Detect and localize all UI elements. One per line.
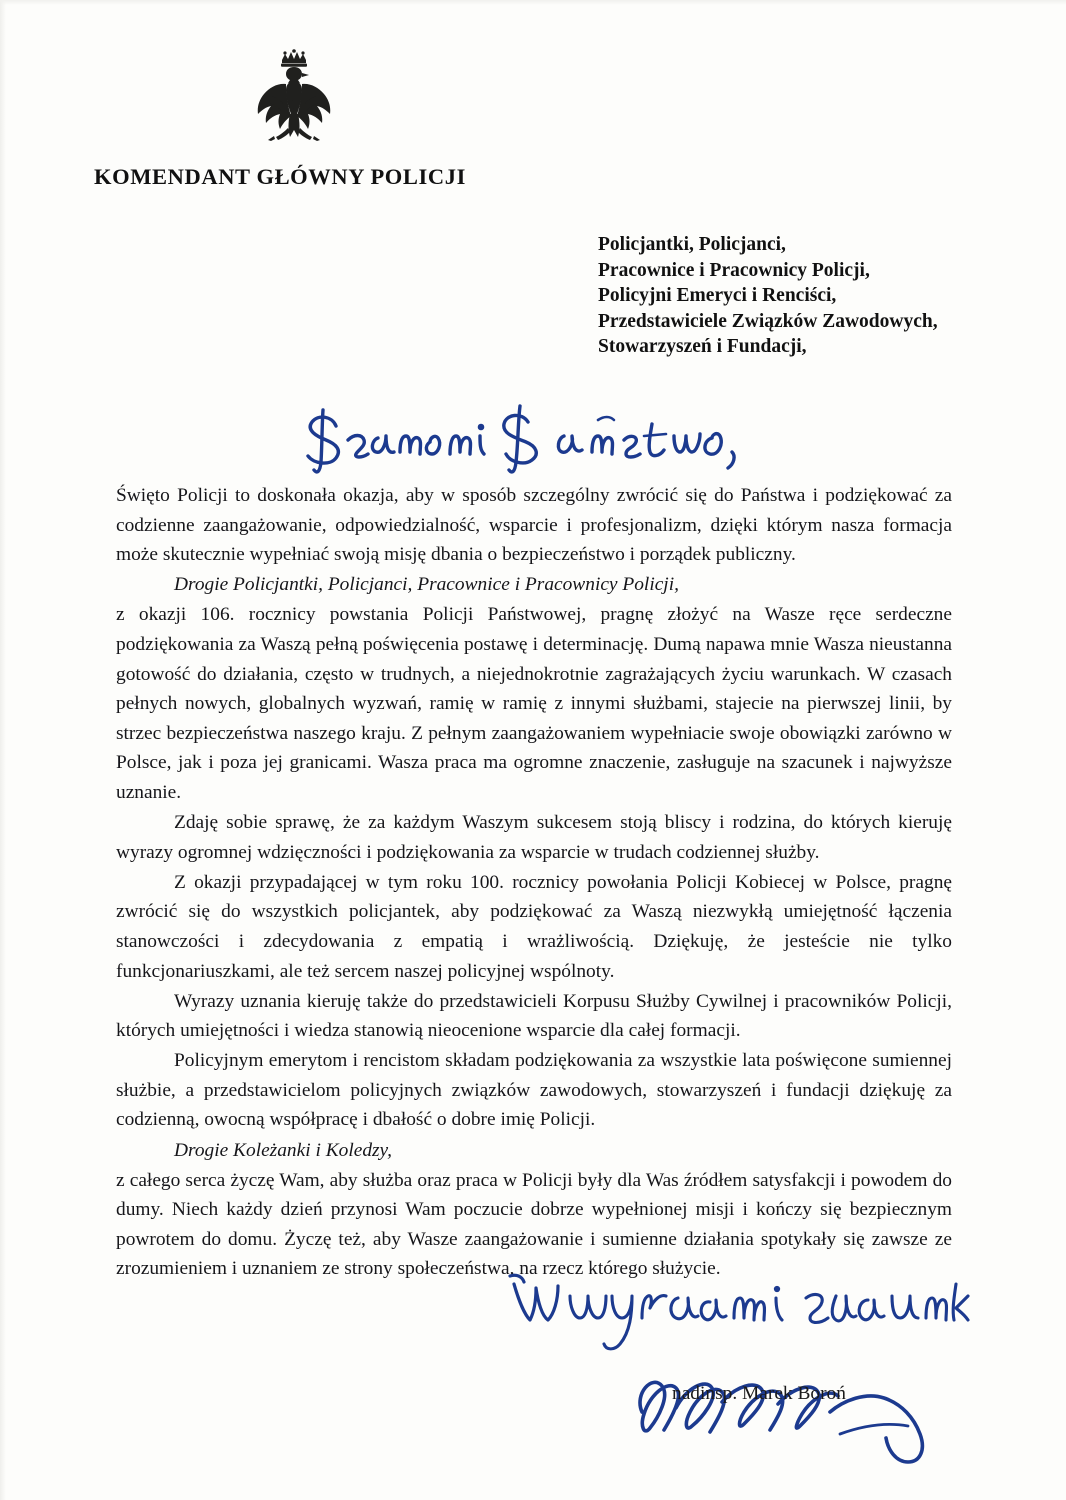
addressee-line-3: Policyjni Emeryci i Renciści,: [598, 285, 837, 306]
signature-name: nadinsp. Marek Boroń: [672, 1383, 846, 1404]
paragraph-9: z całego serca życzę Wam, aby służba oraz praca w Policji były dla Was źródłem satysfakcji i powodem do dumy. Niech każdy dzień przynosi Wam poczucie dobrze wypełnionej misji i kończy się bezpiecznym powrotem do domu. Życzę też, aby Wasze zaangażowanie i sumienne działania spotykały się zawsze ze zrozumieniem i uznaniem ze strony społeczeństwa, na rzecz którego służycie.: [116, 1169, 952, 1280]
paragraph-2-italic: Drogie Policjantki, Policjanci, Pracownice i Pracownicy Policji,: [174, 574, 679, 596]
polish-eagle-emblem-icon: [248, 44, 340, 150]
paragraph-6: Wyrazy uznania kieruję także do przedstawicieli Korpusu Służby Cywilnej i pracowników Policji, których umiejętności i wiedza stanowią nieocenione wsparcie dla całej formacji.: [116, 990, 952, 1042]
handwritten-salutation: [292, 396, 762, 480]
paragraph-7: Policyjnym emerytom i rencistom składam podziękowania za wszystkie lata poświęcone sumiennej służbie, a przedstawicielom policyjnych związków zawodowych, stowarzyszeń i fundacji dziękuję za codzienną, owocną współpracę i dbałość o dobre imię Policji.: [116, 1050, 952, 1131]
page-title: KOMENDANT GŁÓWNY POLICJI: [94, 164, 466, 189]
scan-edge-top: [0, 0, 1066, 5]
addressee-block: [598, 232, 938, 360]
paragraph-8-italic: Drogie Koleżanki i Koledzy,: [174, 1139, 392, 1161]
addressee-line-4: Przedstawiciele Związków Zawodowych,: [598, 310, 938, 332]
letter-body: [116, 481, 952, 1285]
scan-edge-left: [0, 0, 6, 1500]
handwritten-signature-block: [500, 1262, 970, 1472]
addressee-line-2: Pracownice i Pracownicy Policji,: [598, 259, 870, 281]
addressee-line-5: Stowarzyszeń i Fundacji,: [598, 336, 807, 357]
paragraph-4: Zdaję sobie sprawę, że za każdym Waszym sukcesem stoją bliscy i rodzina, do których kieruję wyrazy ogromnej wdzięczności i podziękowania za wsparcie w trudach codziennej służby.: [116, 812, 952, 863]
paragraph-1: Święto Policji to doskonała okazja, aby w sposób szczególny zwrócić się do Państwa i podziękować za codzienne zaangażowanie, odpowiedzialność, wsparcie i profesjonalizm, dzięki którym nasza formacja może skutecznie wypełniać swoją misję dbania o bezpieczeństwo i porządek publiczny.: [116, 485, 952, 566]
paragraph-3: z okazji 106. rocznicy powstania Policji Państwowej, pragnę złożyć na Wasze ręce serdeczne podziękowania za Waszą pełną poświęcenia postawę i determinację. Dumą napawa mnie Wasza nieustanna gotowość do działania, często w trudnych, a niejednokrotnie zagrażających życiu warunkach. W czasach pełnych nowych, globalnych wyzwań, ramię w ramię z innymi służbami, stajecie na pierwszej linii, by strzec bezpieczeństwa naszego kraju. Z pełnym zaangażowaniem wypełniacie swoje obowiązki zarówno w Polsce, jak i poza jej granicami. Wasza praca ma ogromne znaczenie, zasługuje na szacunek i najwyższe uznanie.: [116, 604, 952, 803]
paragraph-5: Z okazji przypadającej w tym roku 100. rocznicy powołania Policji Kobiecej w Polsce, pragnę zwrócić się do wszystkich policjantek, aby podziękować za Waszą niezwykłą umiejętność łączenia stanowczości i zdecydowania z empatią i wrażliwością. Dziękuję, że jesteście nie tylko funkcjonariuszkami, ale też sercem naszej policyjnej wspólnoty.: [116, 871, 952, 982]
addressee-line-1: Policjantki, Policjanci,: [598, 234, 786, 255]
